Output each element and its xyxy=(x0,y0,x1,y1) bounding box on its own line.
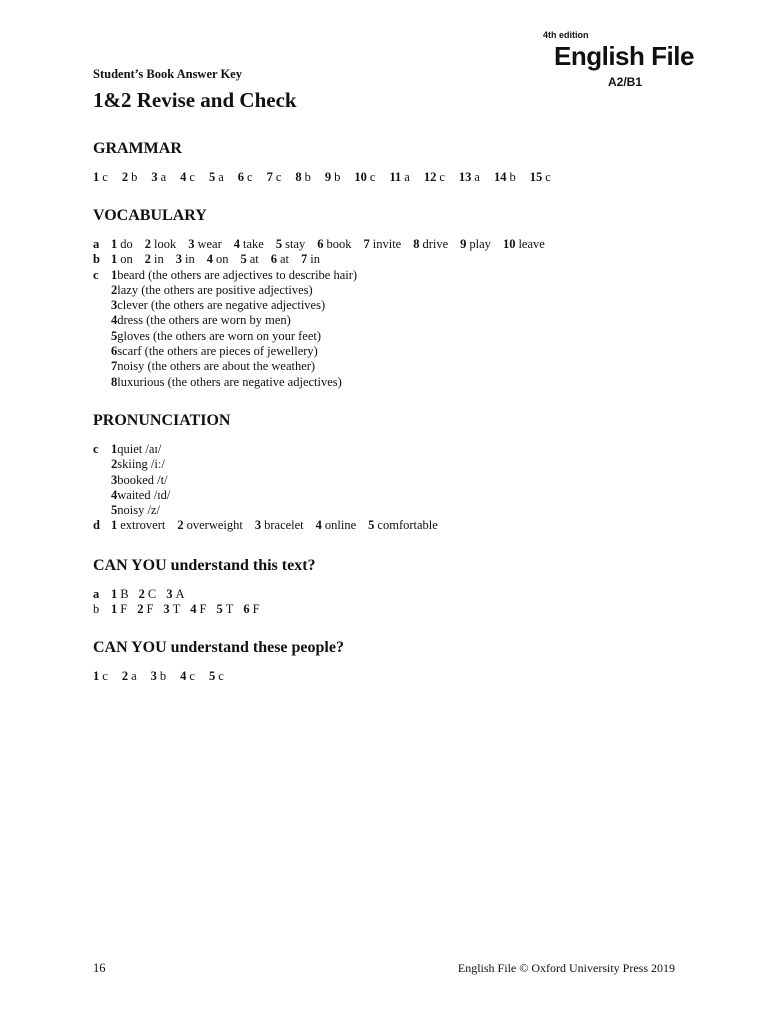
answer-number: 2 xyxy=(144,252,151,267)
answer-number: 2 xyxy=(137,602,144,617)
page-number: 16 xyxy=(93,961,106,975)
answer-text: on xyxy=(120,252,133,267)
answer-number: 5 xyxy=(208,170,216,184)
answer-number: 2 xyxy=(177,518,184,533)
answer-number: 4 xyxy=(180,669,187,683)
answer-item xyxy=(137,602,153,617)
answer-item xyxy=(368,518,438,533)
answer-number: 7 xyxy=(363,237,370,251)
part-label: b xyxy=(93,252,100,267)
document-kicker: Student’s Book Answer Key xyxy=(93,67,242,81)
answer-number: 5 xyxy=(216,602,223,617)
answer-item xyxy=(255,518,304,533)
answer-text: a xyxy=(474,170,480,184)
answer-number: 2 xyxy=(111,457,118,472)
answer-text: c xyxy=(102,669,108,683)
reading-part-b xyxy=(93,602,693,617)
answer-text: quiet /aɪ/ xyxy=(117,442,162,456)
part-label: a xyxy=(93,587,100,601)
answer-number: 5 xyxy=(208,669,216,683)
answer-text: noisy /z/ xyxy=(117,503,160,518)
answer-text: take xyxy=(243,237,264,251)
answer-item xyxy=(325,170,341,185)
answer-item xyxy=(111,602,127,617)
answer-item xyxy=(111,268,357,283)
edition-label: 4th edition xyxy=(543,30,589,40)
answer-number: 2 xyxy=(111,282,118,297)
answer-text: c xyxy=(189,170,195,184)
answer-item xyxy=(389,170,409,185)
answer-item xyxy=(190,602,206,617)
answer-text: c xyxy=(218,669,224,683)
answer-item xyxy=(209,170,224,185)
pronunciation-d-answers xyxy=(111,518,450,533)
answer-number: 6 xyxy=(317,237,324,251)
answer-number: 1 xyxy=(111,442,118,456)
answer-text: book xyxy=(326,237,352,251)
pronunciation-part-c xyxy=(93,442,693,518)
answer-item xyxy=(413,237,448,252)
answer-text: dress (the others are worn by men) xyxy=(117,313,291,328)
answer-item xyxy=(240,252,258,267)
pronunciation-part-d xyxy=(93,518,693,533)
answer-text: b xyxy=(304,170,311,184)
answer-text: at xyxy=(280,252,290,267)
answer-number: 3 xyxy=(111,472,118,487)
answer-item xyxy=(238,170,253,185)
copyright-notice: English File © Oxford University Press 2019 xyxy=(457,961,675,975)
answer-item xyxy=(139,587,157,602)
answer-item xyxy=(301,252,320,267)
answer-text: beard (the others are adjectives to describe hair) xyxy=(117,267,358,282)
answer-item xyxy=(93,170,108,185)
answer-number: 5 xyxy=(111,503,118,518)
vocabulary-a-answers xyxy=(111,237,557,252)
answer-item xyxy=(111,344,357,359)
answer-text: a xyxy=(404,170,410,184)
answer-item xyxy=(111,457,170,472)
answer-number: 4 xyxy=(180,170,187,184)
answer-number: 3 xyxy=(150,669,157,683)
answer-text: c xyxy=(545,170,551,184)
answer-item xyxy=(111,488,170,503)
answer-number: 1 xyxy=(93,669,100,683)
reading-part-a xyxy=(93,587,693,602)
answer-text: scarf (the others are pieces of jewellery) xyxy=(117,344,318,359)
answer-number: 2 xyxy=(121,669,129,683)
answer-text: c xyxy=(102,170,108,184)
answer-item xyxy=(316,518,357,533)
grammar-section xyxy=(93,140,693,185)
section-heading-reading: CAN YOU understand this text? xyxy=(93,557,316,574)
answer-number: 11 xyxy=(389,170,402,184)
answer-item xyxy=(122,669,137,684)
answer-text: C xyxy=(147,587,157,601)
answer-text: stay xyxy=(285,237,306,251)
answer-item xyxy=(207,252,229,267)
answer-number: 3 xyxy=(166,587,173,601)
answer-text: in xyxy=(154,252,164,267)
answer-item xyxy=(111,298,357,313)
answer-item xyxy=(111,283,357,298)
answer-number: 5 xyxy=(240,252,247,267)
answer-number: 8 xyxy=(111,374,118,389)
pronunciation-section xyxy=(93,412,693,534)
answer-number: 1 xyxy=(111,602,118,617)
answer-number: 3 xyxy=(254,518,262,533)
part-label: b xyxy=(93,602,100,617)
answer-number: 2 xyxy=(138,587,145,601)
answer-text: b xyxy=(509,170,516,184)
answer-number: 5 xyxy=(368,518,375,533)
answer-text: c xyxy=(247,170,253,184)
answer-number: 9 xyxy=(460,237,467,251)
answer-text: on xyxy=(215,252,229,267)
answer-number: 4 xyxy=(206,252,213,267)
answer-number: 4 xyxy=(111,487,118,502)
answer-text: gloves (the others are worn on your feet) xyxy=(117,328,321,343)
answer-number: 4 xyxy=(111,313,118,328)
answer-item xyxy=(180,669,195,684)
answer-text: B xyxy=(120,587,129,601)
answer-number: 13 xyxy=(458,170,472,184)
answer-text: look xyxy=(154,237,177,251)
answer-text: leave xyxy=(518,237,545,251)
reading-section xyxy=(93,557,693,618)
section-heading-vocabulary: VOCABULARY xyxy=(93,207,207,224)
answer-number: 6 xyxy=(237,170,244,184)
answer-number: 1 xyxy=(111,237,118,251)
answer-number: 8 xyxy=(295,170,302,184)
answer-number: 8 xyxy=(413,237,420,251)
answer-item xyxy=(354,170,375,185)
answer-text: booked /t/ xyxy=(117,472,168,487)
answer-number: 6 xyxy=(111,344,118,359)
answer-item xyxy=(111,587,129,602)
part-label: a xyxy=(93,237,100,251)
part-label: c xyxy=(93,267,99,282)
answer-item xyxy=(151,669,167,684)
answer-item xyxy=(111,503,170,518)
answer-text: online xyxy=(324,518,357,533)
answer-text: at xyxy=(249,252,259,267)
answer-text: skiing /iː/ xyxy=(117,457,165,472)
answer-number: 4 xyxy=(315,518,322,533)
answer-number: 14 xyxy=(493,170,507,184)
answer-item xyxy=(530,170,551,185)
answer-item xyxy=(243,602,259,617)
answer-item xyxy=(145,252,164,267)
answer-number: 1 xyxy=(93,170,100,184)
answer-item xyxy=(188,237,222,252)
answer-number: 7 xyxy=(111,359,118,374)
answer-item xyxy=(145,237,176,252)
part-label: d xyxy=(93,518,100,533)
answer-text: a xyxy=(131,669,137,683)
answer-item xyxy=(459,170,480,185)
answer-item xyxy=(276,237,305,252)
answer-item xyxy=(122,170,138,185)
answer-text: bracelet xyxy=(264,518,304,533)
answer-text: b xyxy=(159,669,167,683)
vocabulary-part-c xyxy=(93,268,693,390)
answer-number: 4 xyxy=(233,237,241,251)
logo-name: English File xyxy=(554,41,694,71)
answer-item xyxy=(111,473,170,488)
answer-text: c xyxy=(189,669,195,683)
answer-number: 3 xyxy=(151,170,158,184)
answer-text: A xyxy=(175,587,185,601)
answer-text: lazy (the others are positive adjectives) xyxy=(117,282,313,297)
answer-text: waited /ɪd/ xyxy=(117,487,171,502)
vocabulary-part-b xyxy=(93,252,693,267)
vocabulary-part-a xyxy=(93,237,693,252)
answer-number: 3 xyxy=(163,602,170,617)
answer-text: comfortable xyxy=(377,518,438,533)
answer-item xyxy=(111,252,133,267)
answer-item xyxy=(503,237,545,252)
answer-text: a xyxy=(218,170,224,184)
answer-text: do xyxy=(120,237,133,251)
answer-text: c xyxy=(369,170,376,184)
answer-number: 1 xyxy=(111,252,118,267)
answer-number: 1 xyxy=(111,267,118,282)
answer-item xyxy=(267,170,282,185)
answer-item xyxy=(271,252,289,267)
vocabulary-b-answers xyxy=(111,252,332,267)
answer-item xyxy=(111,375,357,390)
answer-text: T xyxy=(225,602,234,617)
answer-number: 5 xyxy=(111,328,118,343)
answer-item xyxy=(177,518,242,533)
answer-number: 5 xyxy=(275,237,283,251)
answer-number: 3 xyxy=(175,252,182,267)
answer-text: clever (the others are negative adjectives) xyxy=(117,298,326,313)
answer-text: c xyxy=(275,170,282,184)
answer-number: 9 xyxy=(324,170,332,184)
answer-item xyxy=(180,170,195,185)
answer-number: 1 xyxy=(111,518,118,533)
answer-item xyxy=(111,329,357,344)
answer-number: 10 xyxy=(354,170,367,184)
answer-item xyxy=(111,313,357,328)
answer-item xyxy=(364,237,402,252)
answer-number: 2 xyxy=(121,170,129,184)
answer-item xyxy=(494,170,516,185)
answer-item xyxy=(111,359,357,374)
answer-item xyxy=(166,587,184,602)
answer-text: a xyxy=(160,170,167,184)
answer-text: in xyxy=(184,252,195,267)
page-title: 1&2 Revise and Check xyxy=(93,88,297,112)
answer-text: c xyxy=(439,170,445,184)
answer-item xyxy=(424,170,445,185)
answer-number: 3 xyxy=(188,237,195,251)
grammar-answers xyxy=(93,170,693,185)
answer-number: 2 xyxy=(144,237,151,251)
answer-item xyxy=(111,237,133,252)
answer-number: 12 xyxy=(423,170,437,184)
answer-text: extrovert xyxy=(120,518,166,533)
answer-item xyxy=(217,602,234,617)
answer-number: 1 xyxy=(111,587,118,601)
answer-number: 10 xyxy=(502,237,516,251)
answer-item xyxy=(317,237,351,252)
answer-text: F xyxy=(252,602,260,617)
english-file-logo xyxy=(543,30,694,89)
answer-number: 6 xyxy=(270,252,277,267)
answer-item xyxy=(111,442,170,457)
answer-text: F xyxy=(199,602,207,617)
answer-text: invite xyxy=(372,237,402,251)
section-heading-listening: CAN YOU understand these people? xyxy=(93,639,344,656)
section-heading-pronunciation: PRONUNCIATION xyxy=(93,412,231,429)
answer-text: play xyxy=(469,237,491,251)
answer-item xyxy=(209,669,224,684)
reading-a-answers xyxy=(111,587,194,602)
answer-item xyxy=(151,170,166,185)
answer-number: 7 xyxy=(301,252,308,267)
vocabulary-section xyxy=(93,207,693,390)
answer-number: 3 xyxy=(111,298,118,313)
answer-item xyxy=(111,518,165,533)
answer-text: noisy (the others are about the weather) xyxy=(117,359,316,374)
answer-text: F xyxy=(146,602,154,617)
answer-item xyxy=(460,237,491,252)
answer-text: b xyxy=(334,170,341,184)
answer-text: b xyxy=(131,170,138,184)
answer-number: 15 xyxy=(529,170,543,184)
answer-number: 7 xyxy=(266,170,273,184)
answer-text: T xyxy=(172,602,181,617)
section-heading-grammar: GRAMMAR xyxy=(93,140,182,157)
answer-text: wear xyxy=(197,237,222,251)
answer-item xyxy=(295,170,311,185)
answer-text: luxurious (the others are negative adjectives) xyxy=(117,374,342,389)
answer-number: 6 xyxy=(243,602,250,617)
part-label: c xyxy=(93,442,99,456)
answer-item xyxy=(176,252,195,267)
answer-text: in xyxy=(310,252,321,267)
answer-number: 4 xyxy=(190,602,197,617)
answer-text: overweight xyxy=(186,518,243,533)
answer-item xyxy=(234,237,264,252)
answer-text: F xyxy=(120,602,128,617)
answer-item xyxy=(163,602,180,617)
listening-answers xyxy=(93,669,693,684)
pronunciation-c-answers xyxy=(111,442,170,518)
answer-text: drive xyxy=(422,237,449,251)
listening-section xyxy=(93,639,693,684)
level-label: A2/B1 xyxy=(608,75,643,89)
reading-b-answers xyxy=(111,602,270,617)
vocabulary-c-answers xyxy=(111,268,357,390)
answer-item xyxy=(93,669,108,684)
